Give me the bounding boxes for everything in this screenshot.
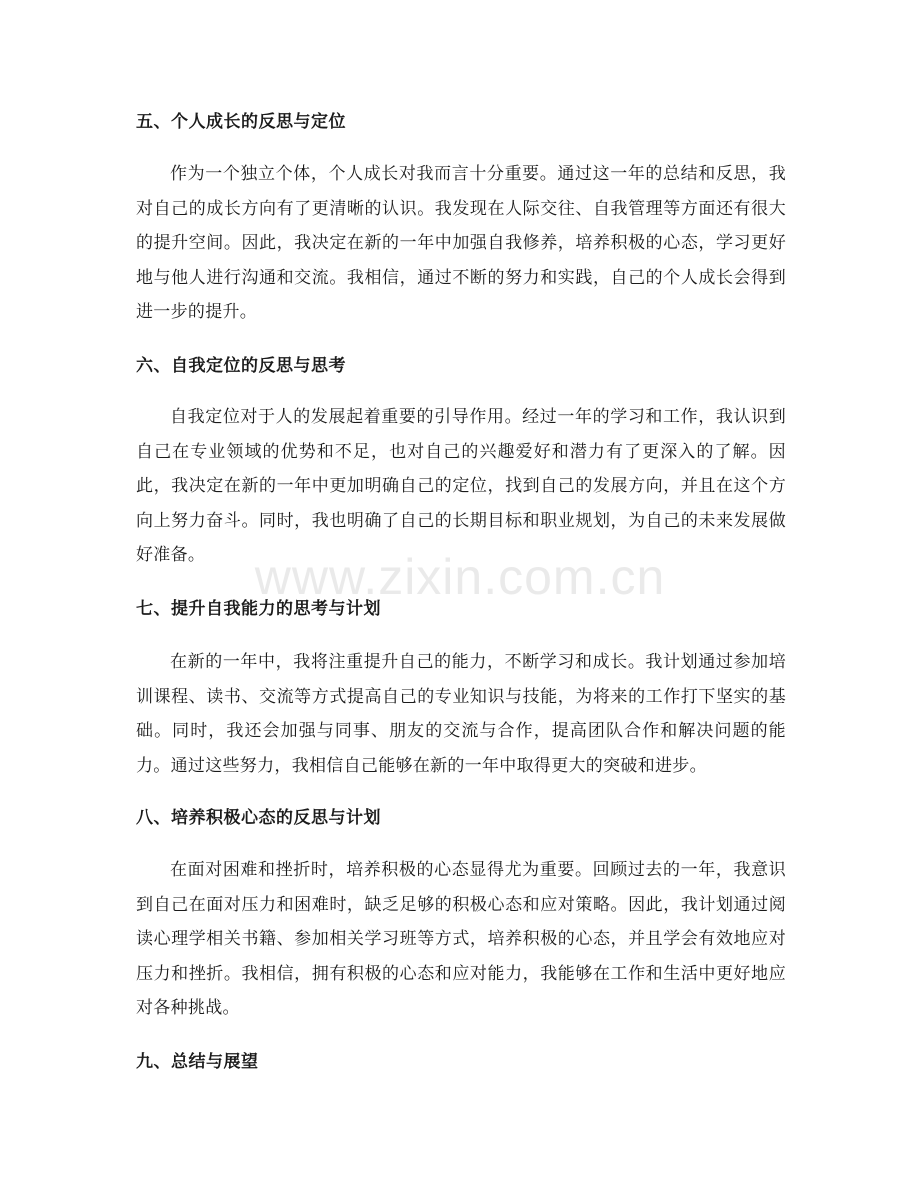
section-6-heading: 六、自我定位的反思与思考 <box>136 356 346 376</box>
section-8-heading: 八、培养积极心态的反思与计划 <box>136 808 381 828</box>
section-5-heading: 五、个人成长的反思与定位 <box>136 112 346 132</box>
section-7-heading: 七、提升自我能力的思考与计划 <box>136 599 381 619</box>
section-6-body: 自我定位对于人的发展起着重要的引导作用。经过一年的学习和工作，我认识到自己在专业领域的优势和不足，也对自己的兴趣爱好和潜力有了更深入的了解。因此，我决定在新的一年中更加明确自己的定位，找到自己的发展方向，并且在这个方向上努力奋斗。同时，我也明确了自己的长期目标和职业规划，为自己的未来发展做好准备。 <box>136 407 786 565</box>
section-9-heading: 九、总结与展望 <box>136 1052 259 1072</box>
watermark: www.zixin.com.cn <box>254 549 666 605</box>
section-5-body: 作为一个独立个体，个人成长对我而言十分重要。通过这一年的总结和反思，我对自己的成长方向有了更清晰的认识。我发现在人际交往、自我管理等方面还有很大的提升空间。因此，我决定在新的一年中加强自我修养，培养积极的心态，学习更好地与他人进行沟通和交流。我相信，通过不断的努力和实践，自己的个人成长会得到进一步的提升。 <box>136 164 786 322</box>
section-7-body: 在新的一年中，我将注重提升自己的能力，不断学习和成长。我计划通过参加培训课程、读书、交流等方式提高自己的专业知识与技能，为将来的工作打下坚实的基础。同时，我还会加强与同事、朋友的交流与合作，提高团队合作和解决问题的能力。通过这些努力，我相信自己能够在新的一年中取得更大的突破和进步。 <box>136 652 786 776</box>
section-8-body: 在面对困难和挫折时，培养积极的心态显得尤为重要。回顾过去的一年，我意识到自己在面对压力和困难时，缺乏足够的积极心态和应对策略。因此，我计划通过阅读心理学相关书籍、参加相关学习班等方式，培养积极的心态，并且学会有效地应对压力和挫折。我相信，拥有积极的心态和应对能力，我能够在工作和生活中更好地应对各种挑战。 <box>136 860 786 1018</box>
